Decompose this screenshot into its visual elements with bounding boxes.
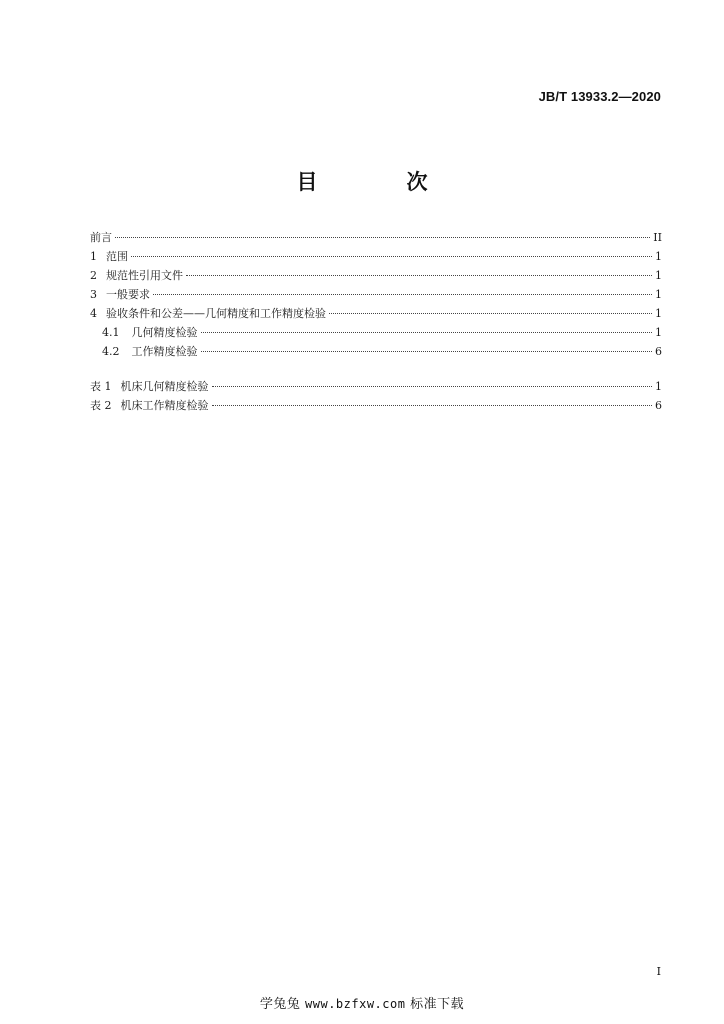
- toc-entry-number: 表 1: [90, 380, 112, 393]
- toc-entry-page: II: [653, 231, 662, 244]
- footer-watermark: [0, 993, 724, 1012]
- toc-entry-table-1[interactable]: [90, 377, 662, 396]
- toc-entry-acceptance-conditions[interactable]: [90, 304, 662, 323]
- page-number: I: [656, 965, 661, 978]
- footer-url-link[interactable]: www.bzfxw.com: [305, 997, 406, 1011]
- toc-entry-number: 4.1: [102, 326, 120, 339]
- standard-number: JB/T 13933.2—2020: [538, 89, 661, 104]
- toc-entry-table-2[interactable]: [90, 396, 662, 415]
- toc-entry-page: 1: [655, 250, 662, 263]
- toc-entry-label: 规范性引用文件: [106, 269, 183, 282]
- leader-dots: [212, 386, 653, 387]
- toc-entry-label: 一般要求: [106, 288, 150, 301]
- toc-entry-label: 前言: [90, 231, 112, 244]
- toc-entry-label: 几何精度检验: [131, 326, 198, 339]
- toc-entry-number: 2: [90, 269, 97, 282]
- toc-entry-working-accuracy[interactable]: [90, 342, 662, 361]
- toc-entry-general-requirements[interactable]: [90, 285, 662, 304]
- toc-entry-label: 工作精度检验: [131, 345, 198, 358]
- toc-entry-number: 4.2: [102, 345, 120, 358]
- leader-dots: [153, 294, 652, 295]
- toc-entry-foreword[interactable]: [90, 228, 662, 247]
- leader-dots: [212, 405, 653, 406]
- toc-entry-scope[interactable]: [90, 247, 662, 266]
- leader-dots: [329, 313, 652, 314]
- table-of-contents: [90, 228, 662, 361]
- leader-dots: [131, 256, 652, 257]
- leader-dots: [186, 275, 652, 276]
- toc-entry-page: 6: [655, 399, 662, 412]
- toc-entry-page: 1: [655, 380, 662, 393]
- toc-entry-page: 1: [655, 307, 662, 320]
- toc-entry-number: 表 2: [90, 399, 112, 412]
- toc-entry-label: 机床几何精度检验: [120, 380, 209, 393]
- leader-dots: [201, 351, 653, 352]
- toc-entry-page: 1: [655, 326, 662, 339]
- toc-entry-number: 1: [90, 250, 97, 263]
- toc-entry-label: 机床工作精度检验: [120, 399, 209, 412]
- leader-dots: [115, 237, 650, 238]
- toc-entry-number: 3: [90, 288, 97, 301]
- toc-entry-label: 范围: [106, 250, 128, 263]
- toc-entry-normative-references[interactable]: [90, 266, 662, 285]
- page-title: 目 次: [296, 170, 462, 194]
- table-list: [90, 377, 662, 415]
- toc-entry-page: 6: [655, 345, 662, 358]
- footer-tagline: 标准下载: [410, 997, 465, 1012]
- toc-entry-page: 1: [655, 288, 662, 301]
- toc-entry-label: 验收条件和公差——几何精度和工作精度检验: [106, 307, 326, 320]
- toc-entry-page: 1: [655, 269, 662, 282]
- toc-entry-number: 4: [90, 307, 97, 320]
- footer-site-name: 学兔兔: [259, 997, 301, 1012]
- toc-entry-geometric-accuracy[interactable]: [90, 323, 662, 342]
- leader-dots: [201, 332, 653, 333]
